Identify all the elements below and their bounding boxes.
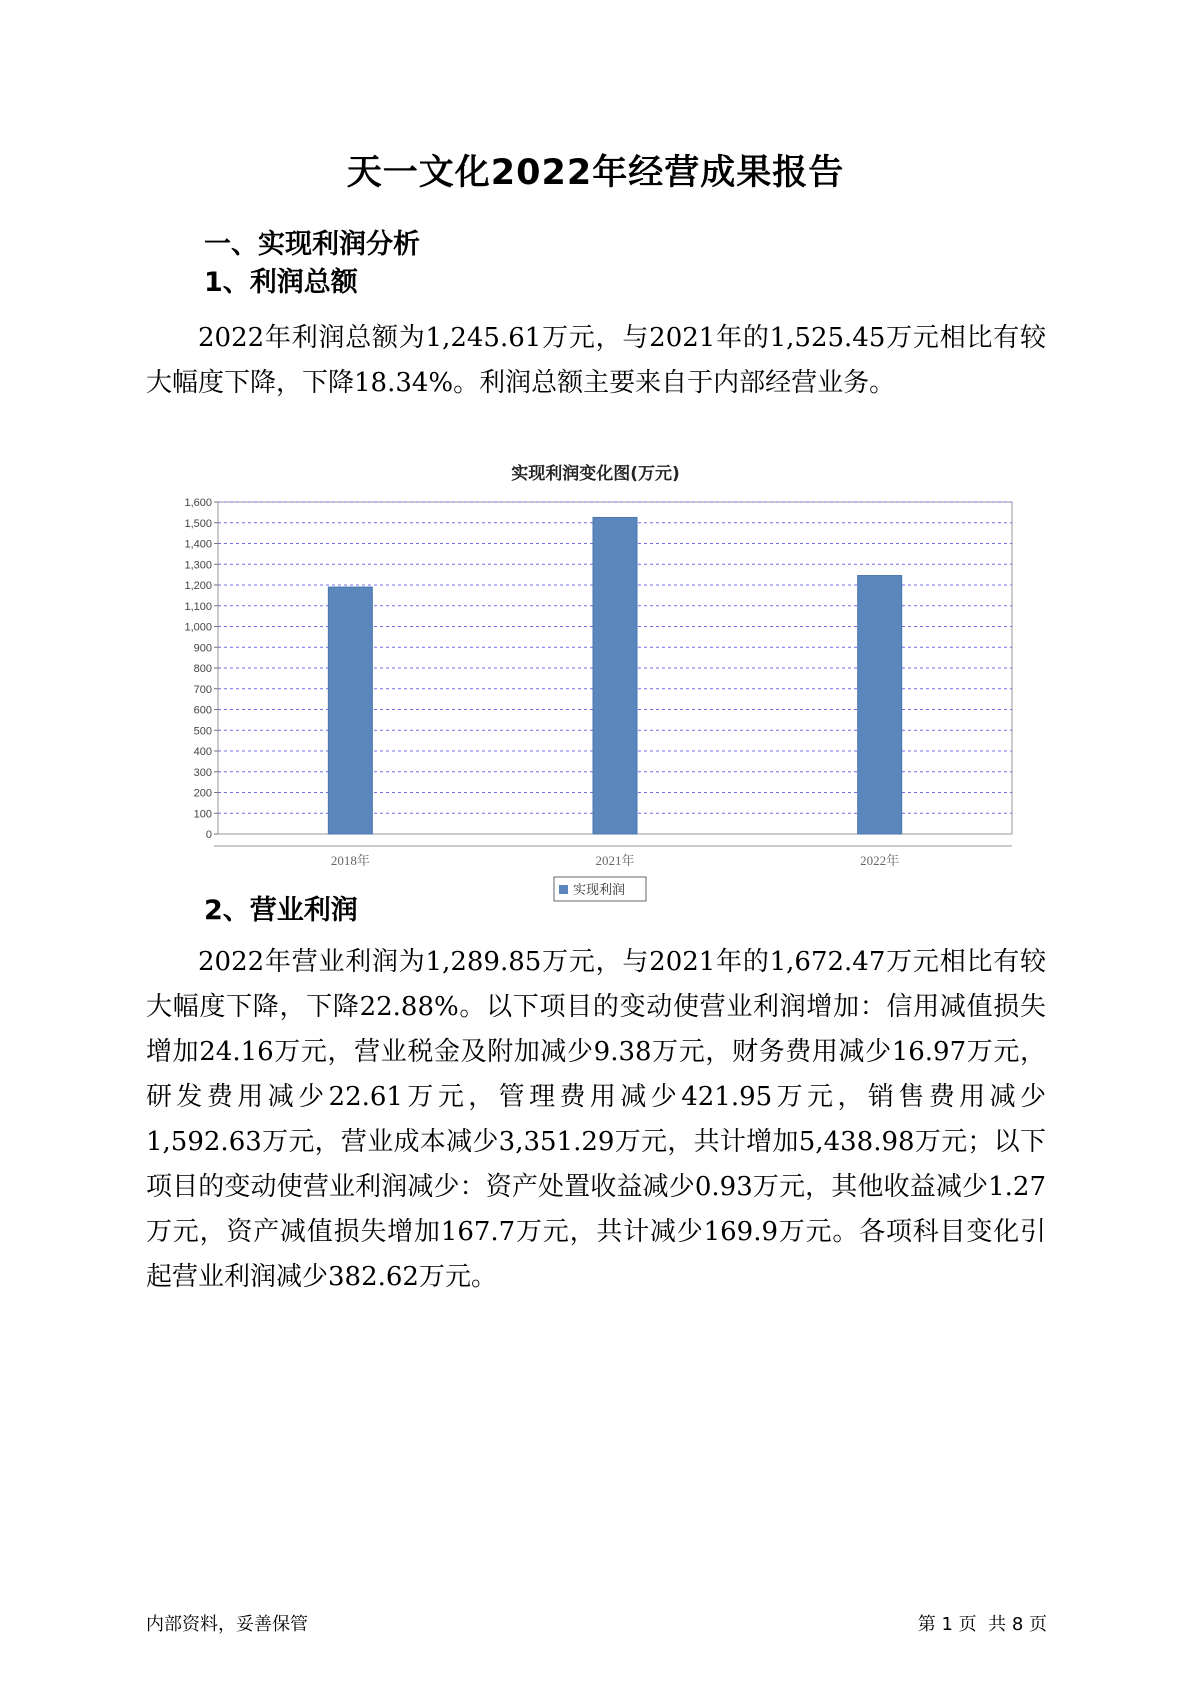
y-tick-label: 900 <box>193 642 212 655</box>
y-tick-label: 1,500 <box>184 517 212 530</box>
y-tick-label: 0 <box>205 829 212 841</box>
y-tick-label: 200 <box>193 787 212 800</box>
y-tick-label: 100 <box>193 808 212 821</box>
page-title: 天一文化2022年经营成果报告 <box>346 153 845 193</box>
y-tick-label: 1,300 <box>184 559 212 572</box>
subsection-heading-profit-total: 1、利润总额 <box>204 267 358 298</box>
x-tick-label: 2022年 <box>860 853 900 868</box>
chart-title: 实现利润变化图(万元) <box>511 464 680 484</box>
paragraph-operating-profit: 2022年营业利润为1,289.85万元，与2021年的1,672.47万元相比有较大幅度下降，下降22.88%。以下项目的变动使营业利润增加：信用减值损失增加24.16万元，营业税金及附加减少9.38万元，财务费用减少16.97万元，研发费用减少22.61万元，管理费用减少421.95万元，销售费用减少1,592.63万元，营业成本减少3,351.29万元，共计增加5,438.98万元；以下项目的变动使营业利润减少：资产处置收益减少0.93万元，其他收益减少1.27万元，资产减值损失增加167.7万元，共计减少169.9万元。各项科目变化引起营业利润减少382.62万元。 <box>146 947 1046 1292</box>
y-tick-label: 400 <box>193 746 212 758</box>
bar-2021年 <box>593 517 637 834</box>
y-tick-label: 1,400 <box>184 538 212 551</box>
y-tick-label: 1,100 <box>184 600 212 613</box>
y-tick-label: 1,600 <box>184 497 212 509</box>
bar-2018年 <box>328 587 372 834</box>
footer-confidential-note: 内部资料，妥善保管 <box>146 1614 308 1635</box>
legend-label: 实现利润 <box>573 883 626 898</box>
y-tick-label: 1,200 <box>184 580 212 592</box>
y-tick-label: 600 <box>193 704 212 717</box>
y-tick-label: 1,000 <box>184 621 212 634</box>
section-heading: 一、实现利润分析 <box>204 229 420 260</box>
x-tick-label: 2021年 <box>595 853 635 868</box>
subsection-heading-operating-profit: 2、营业利润 <box>204 895 358 926</box>
x-tick-label: 2018年 <box>330 853 370 868</box>
y-tick-label: 300 <box>193 766 212 779</box>
legend-swatch <box>559 885 568 894</box>
y-tick-label: 500 <box>193 725 212 738</box>
paragraph-profit-total: 2022年利润总额为1,245.61万元，与2021年的1,525.45万元相比有较大幅度下降，下降18.34%。利润总额主要来自于内部经营业务。 <box>146 323 1046 398</box>
bar-2022年 <box>858 576 902 834</box>
y-tick-label: 700 <box>193 683 212 696</box>
y-tick-label: 800 <box>193 663 212 675</box>
footer-page-number: 第 1 页 共 8 页 <box>917 1614 1047 1635</box>
